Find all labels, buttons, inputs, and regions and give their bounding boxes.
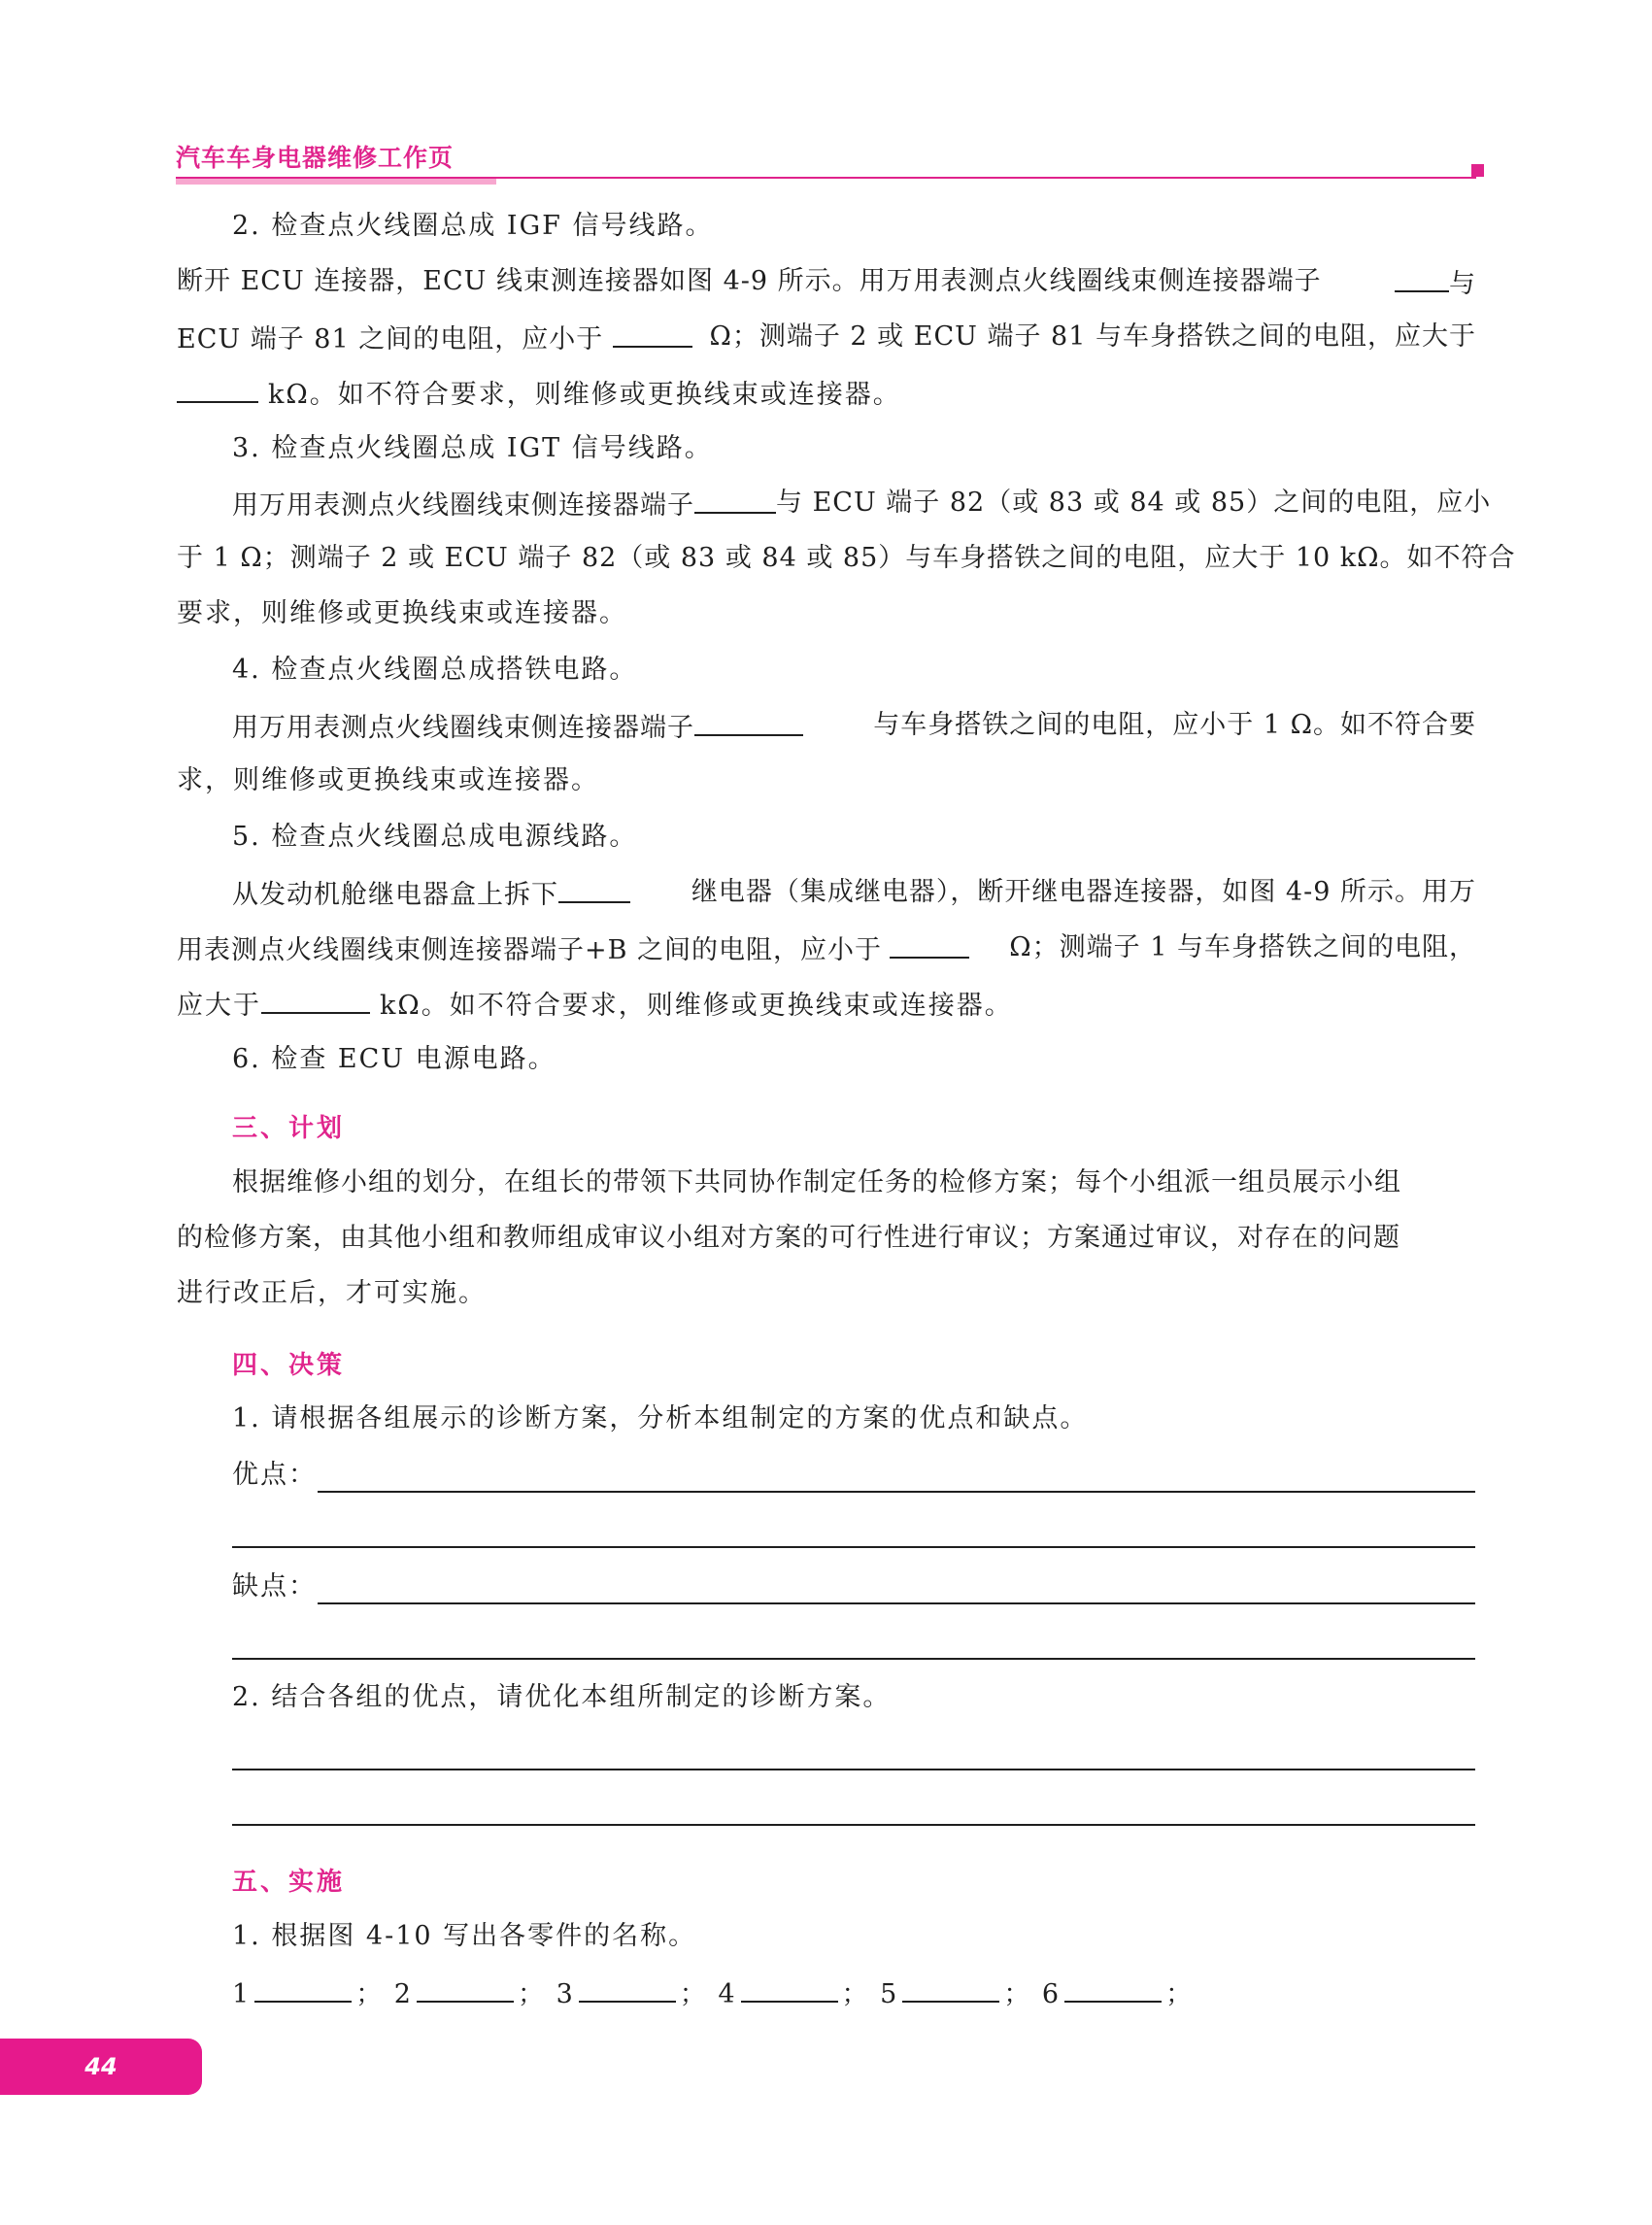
step2-line2-tail: Ω；测端子 2 或 ECU 端子 81 与车身搭铁之间的电阻，应大于	[709, 321, 1476, 352]
header-square-marker	[1471, 164, 1484, 177]
section-heading-plan: 三、计划	[232, 1114, 346, 1143]
optimization-answer-line[interactable]	[232, 1824, 1475, 1826]
fill-blank[interactable]	[558, 876, 630, 903]
implement-question1: 1. 根据图 4-10 写出各零件的名称。	[232, 1921, 697, 1951]
step2-line1-tail: 与	[1449, 269, 1476, 299]
step4-line1-tail: 与车身搭铁之间的电阻，应小于 1 Ω。如不符合要	[873, 710, 1476, 740]
header-rule	[176, 177, 1476, 179]
pros-answer-line[interactable]	[318, 1491, 1475, 1493]
step5-line1	[232, 876, 1476, 912]
part-number: 2	[393, 1979, 413, 2009]
step5-line1-text: 从发动机舱继电器盒上拆下	[232, 880, 558, 910]
page-number: 44	[84, 2053, 118, 2080]
part-number: 3	[556, 1979, 575, 2009]
step5-line1-start	[232, 876, 630, 912]
decision-question2: 2. 结合各组的优点，请优化本组所制定的诊断方案。	[232, 1682, 892, 1712]
step4-line1	[232, 709, 1476, 745]
part-name-blank[interactable]	[741, 1975, 838, 2003]
step2-line1-end	[1395, 265, 1476, 301]
step3-line2-text: 于 1 Ω；测端子 2 或 ECU 端子 82（或 83 或 84 或 85）与车身搭铁之间的电阻，应大于 10 kΩ。如不符合	[177, 543, 1516, 573]
step5-line2-start	[177, 931, 977, 967]
cons-answer-line[interactable]	[318, 1602, 1475, 1604]
step2-line2-text: ECU 端子 81 之间的电阻，应小于	[177, 324, 604, 354]
part-name-blank[interactable]	[579, 1975, 676, 2003]
part-separator: ；	[1003, 1979, 1032, 2009]
plan-line1-text: 根据维修小组的划分，在组长的带领下共同协作制定任务的检修方案；每个小组派一组员展示小组	[232, 1167, 1401, 1197]
part-number: 6	[1041, 1979, 1062, 2009]
plan-line2-text: 的检修方案，由其他小组和教师组成审议小组对方案的可行性进行审议；方案通过审议，对存在的问题	[177, 1223, 1400, 1253]
fill-blank[interactable]	[694, 487, 776, 514]
section-heading-decision: 四、决策	[232, 1351, 346, 1380]
plan-line3: 进行改正后，才可实施。	[177, 1278, 487, 1308]
section-heading-implement: 五、实施	[232, 1868, 346, 1897]
part-separator: ；	[679, 1979, 708, 2009]
part-number: 1	[232, 1979, 252, 2009]
part-name-blank[interactable]	[1064, 1975, 1162, 2003]
step2-line3	[177, 376, 901, 412]
step2-line1	[177, 265, 1476, 301]
part-name-blank[interactable]	[254, 1975, 352, 2003]
pros-label: 优点：	[232, 1460, 317, 1490]
step3-line3: 要求，则维修或更换线束或连接器。	[177, 598, 627, 628]
part-number: 5	[880, 1979, 899, 2009]
step5-line3-tail: kΩ。如不符合要求，则维修或更换线束或连接器。	[380, 991, 1013, 1021]
step6-heading: 6. 检查 ECU 电源电路。	[232, 1044, 556, 1074]
step5-line2-tail: Ω；测端子 1 与车身搭铁之间的电阻，	[1009, 932, 1476, 962]
cons-answer-line[interactable]	[232, 1658, 1475, 1660]
step2-heading: 2. 检查点火线圈总成 IGF 信号线路。	[232, 211, 714, 241]
step4-line1-text: 用万用表测点火线圈线束侧连接器端子	[232, 713, 694, 743]
step2-line2-start	[177, 320, 702, 356]
step3-line1-text: 用万用表测点火线圈线束侧连接器端子	[232, 490, 694, 521]
pros-answer-line[interactable]	[232, 1546, 1475, 1548]
step5-line2	[177, 931, 1476, 967]
step5-line2-text: 用表测点火线圈线束侧连接器端子+B 之间的电阻，应小于	[177, 935, 883, 965]
step4-line1-start	[232, 709, 803, 745]
fill-blank[interactable]	[261, 987, 370, 1014]
part-separator: ；	[1165, 1979, 1195, 2009]
plan-line1	[232, 1166, 1476, 1199]
step3-line1-tail: 与 ECU 端子 82（或 83 或 84 或 85）之间的电阻，应小	[776, 488, 1492, 518]
parts-answer-row	[232, 1975, 1194, 2011]
plan-line2	[177, 1222, 1476, 1255]
part-separator: ；	[355, 1979, 385, 2009]
step4-line2: 求，则维修或更换线束或连接器。	[177, 765, 599, 795]
fill-blank[interactable]	[694, 709, 803, 736]
step2-line2	[177, 320, 1476, 356]
cons-label: 缺点：	[232, 1571, 317, 1601]
part-number: 4	[718, 1979, 737, 2009]
part-name-blank[interactable]	[417, 1975, 514, 2003]
part-name-blank[interactable]	[902, 1975, 999, 2003]
step5-line3	[177, 987, 1013, 1023]
step3-line1	[232, 487, 1492, 523]
step5-line1-tail: 继电器（集成继电器），断开继电器连接器，如图 4-9 所示。用万	[691, 877, 1476, 907]
step2-line1-text: 断开 ECU 连接器，ECU 线束测连接器如图 4-9 所示。用万用表测点火线圈线束侧连接器端子	[177, 266, 1322, 296]
step2-line3-text: kΩ。如不符合要求，则维修或更换线束或连接器。	[268, 380, 901, 410]
part-separator: ；	[517, 1979, 546, 2009]
decision-question1: 1. 请根据各组展示的诊断方案，分析本组制定的方案的优点和缺点。	[232, 1403, 1089, 1433]
step3-line2	[177, 542, 1516, 575]
step5-line3-text: 应大于	[177, 991, 261, 1021]
fill-blank[interactable]	[1395, 265, 1449, 292]
step3-heading: 3. 检查点火线圈总成 IGT 信号线路。	[232, 433, 713, 463]
fill-blank[interactable]	[613, 320, 692, 348]
step5-heading: 5. 检查点火线圈总成电源线路。	[232, 822, 638, 852]
step3-line1-start	[232, 487, 776, 523]
fill-blank[interactable]	[890, 931, 969, 959]
optimization-answer-line[interactable]	[232, 1769, 1475, 1770]
fill-blank[interactable]	[177, 376, 258, 403]
part-separator: ；	[841, 1979, 870, 2009]
running-header-title: 汽车车身电器维修工作页	[176, 144, 455, 172]
step4-heading: 4. 检查点火线圈总成搭铁电路。	[232, 655, 638, 685]
